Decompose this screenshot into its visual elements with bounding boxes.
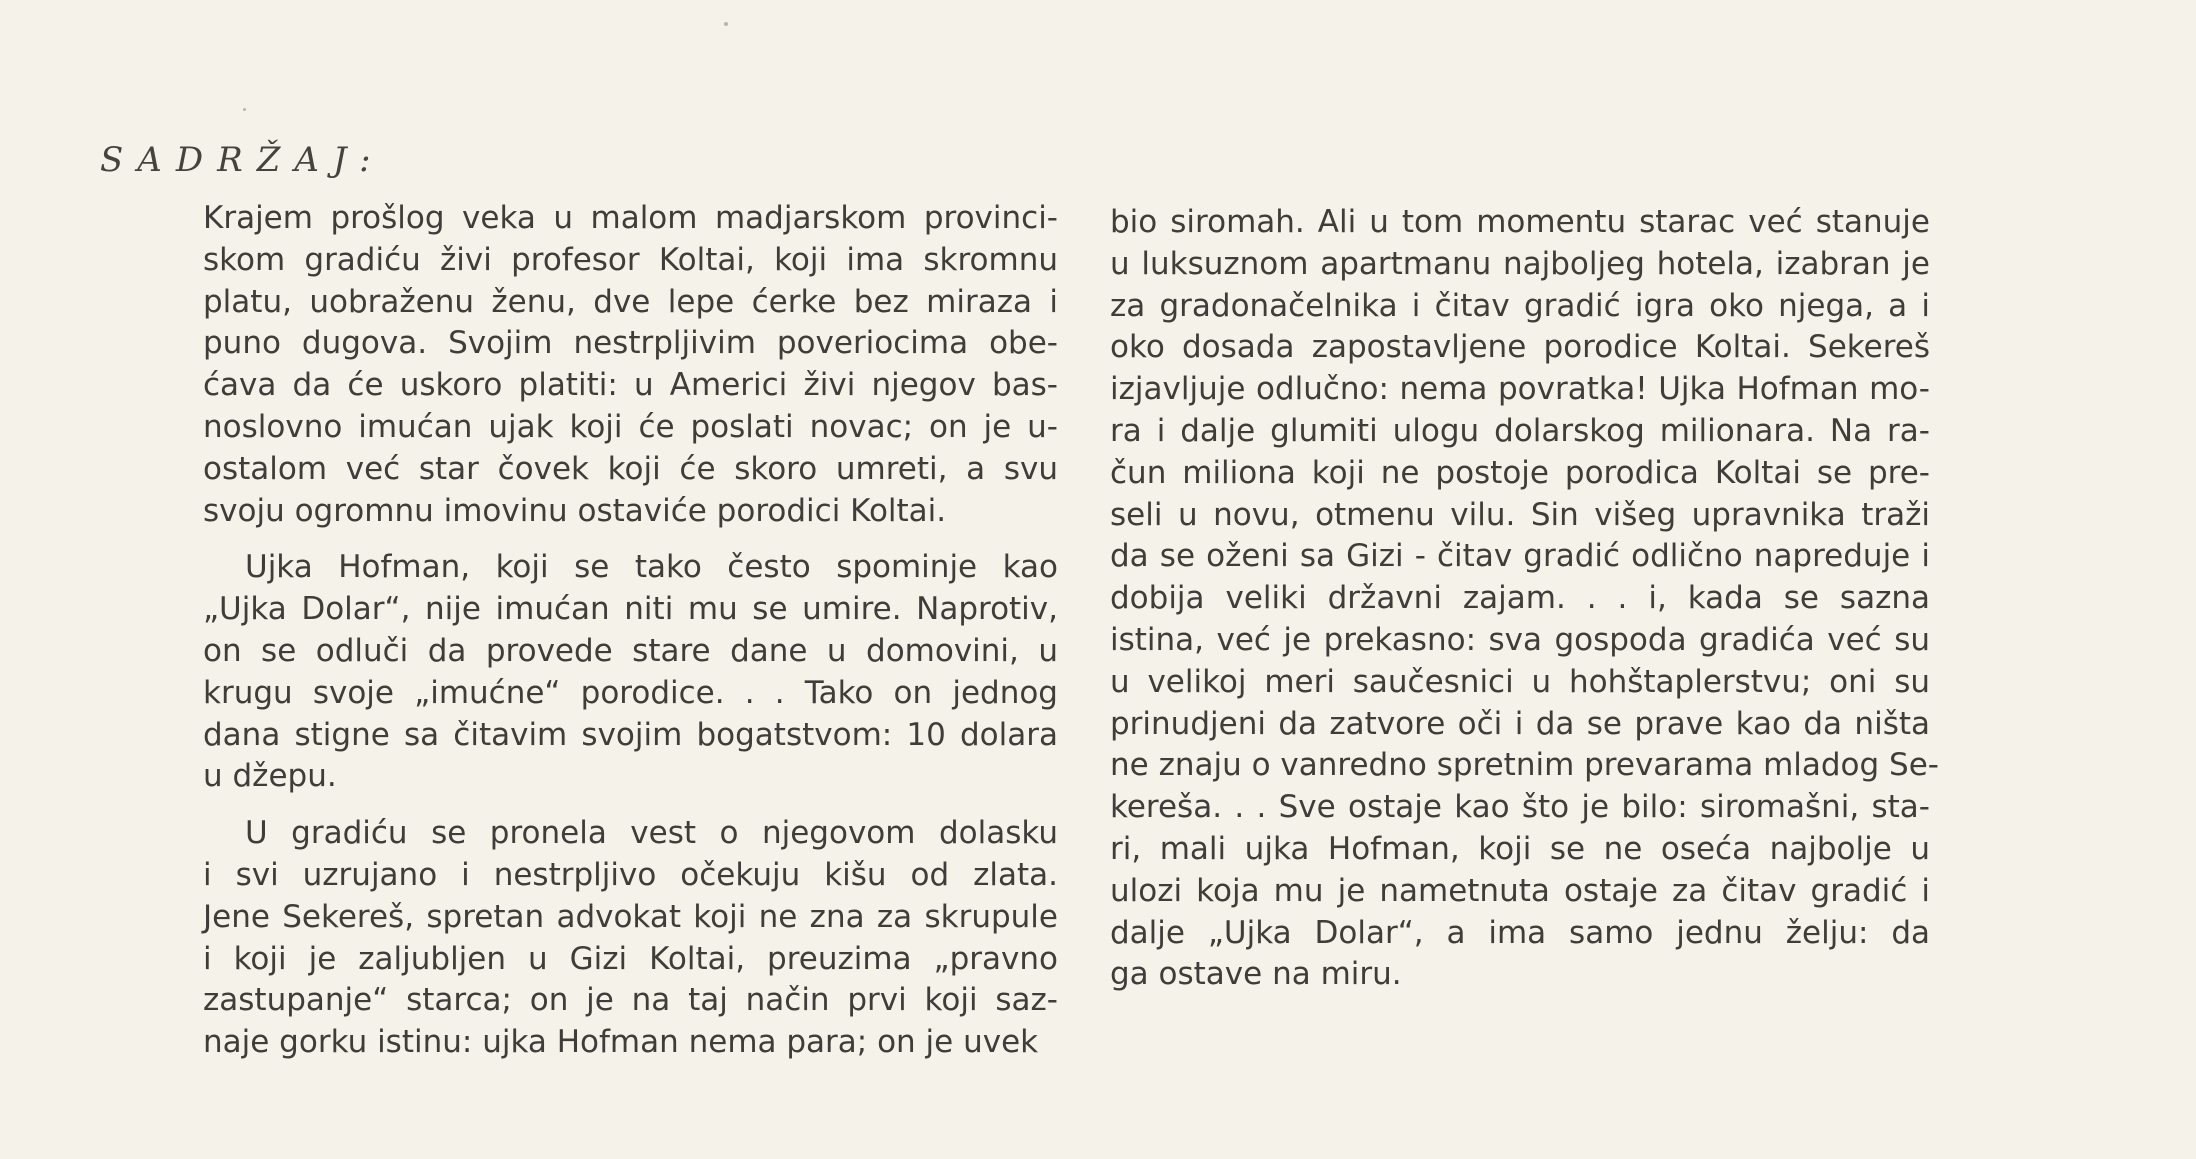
text-line: dana stigne sa čitavim svojim bogatstvom: 10 dolara [203,716,1058,753]
paragraph [203,198,1058,532]
text-line: ostalom već star čovek koji će skoro umreti, a svu [203,450,1058,487]
text-line: naje gorku istinu: ujka Hofman nema para; on je uvek [203,1024,1039,1061]
text-line: Jene Sekereš, spretan advokat koji ne zna za skrupule [203,898,1058,935]
text-line: prinudjeni da zatvore oči i da se prave kao da ništa [1110,705,1930,742]
text-line: u velikoj meri saučesnici u hohštaplerstvu; oni su [1110,663,1930,700]
paragraph [1110,202,1939,996]
section-heading: SADRŽAJ: [100,140,385,180]
right-text-column [1110,202,1939,996]
text-line: noslovno imućan ujak koji će poslati novac; on je u- [203,408,1058,445]
paper-speck [724,22,728,26]
text-line: čun miliona koji ne postoje porodica Koltai se pre- [1110,454,1930,491]
text-line: dalje „Ujka Dolar“, a ima samo jednu želju: da [1110,914,1930,951]
paragraph [203,547,1058,798]
text-line: ne znaju o vanredno spretnim prevarama mladog Se- [1110,747,1939,784]
text-line: ra i dalje glumiti ulogu dolarskog milionara. Na ra- [1110,412,1930,449]
text-line: Ujka Hofman, koji se tako često spominje kao [245,549,1058,586]
text-line: i svi uzrujano i nestrpljivo očekuju kišu od zlata. [203,856,1058,893]
text-line: da se oženi sa Gizi - čitav gradić odlično napreduje i [1110,538,1930,575]
text-line: u džepu. [203,758,337,795]
text-line: puno dugova. Svojim nestrpljivim poveriocima obe- [203,325,1058,362]
text-line: u luksuznom apartmanu najboljeg hotela, izabran je [1110,245,1930,282]
text-line: seli u novu, otmenu vilu. Sin višeg upravnika traži [1110,496,1930,533]
text-line: U gradiću se pronela vest o njegovom dolasku [245,815,1058,852]
text-line: kereša. . . Sve ostaje kao što je bilo: siromašni, sta- [1110,789,1930,826]
text-line: za gradonačelnika i čitav gradić igra oko njega, a i [1110,287,1930,324]
text-line: bio siromah. Ali u tom momentu starac već stanuje [1110,204,1930,240]
text-line: dobija veliki državni zajam. . . i, kada se sazna [1110,580,1930,617]
text-line: ga ostave na miru. [1110,956,1402,993]
text-line: platu, uobraženu ženu, dve lepe ćerke bez miraza i [203,283,1058,320]
text-line: izjavljuje odlučno: nema povratka! Ujka Hofman mo- [1110,371,1930,408]
paper-speck [243,108,246,111]
text-line: krugu svoje „imućne“ porodice. . . Tako on jednog [203,674,1058,711]
text-line: on se odluči da provede stare dane u domovini, u [203,632,1058,669]
text-line: zastupanje“ starca; on je na taj način prvi koji saz- [203,982,1058,1019]
text-line: istina, već je prekasno: sva gospoda gradića već su [1110,621,1930,658]
text-line: i koji je zaljubljen u Gizi Koltai, preuzima „pravno [203,940,1058,977]
paragraph-gap [203,798,1058,813]
text-line: Krajem prošlog veka u malom madjarskom provinci- [203,200,1058,236]
text-line: svoju ogromnu imovinu ostaviće porodici Koltai. [203,492,947,529]
text-line: oko dosada zapostavljene porodice Koltai. Sekereš [1110,329,1930,366]
paragraph [203,813,1058,1064]
paragraph-gap [203,532,1058,547]
text-line: ćava da će uskoro platiti: u Americi živi njegov bas- [203,367,1058,404]
left-text-column [203,198,1058,1064]
text-line: „Ujka Dolar“, nije imućan niti mu se umire. Naprotiv, [203,591,1058,628]
text-line: ulozi koja mu je nametnuta ostaje za čitav gradić i [1110,872,1930,909]
text-line: skom gradiću živi profesor Koltai, koji ima skromnu [203,241,1058,278]
text-line: ri, mali ujka Hofman, koji se ne oseća najbolje u [1110,830,1930,867]
